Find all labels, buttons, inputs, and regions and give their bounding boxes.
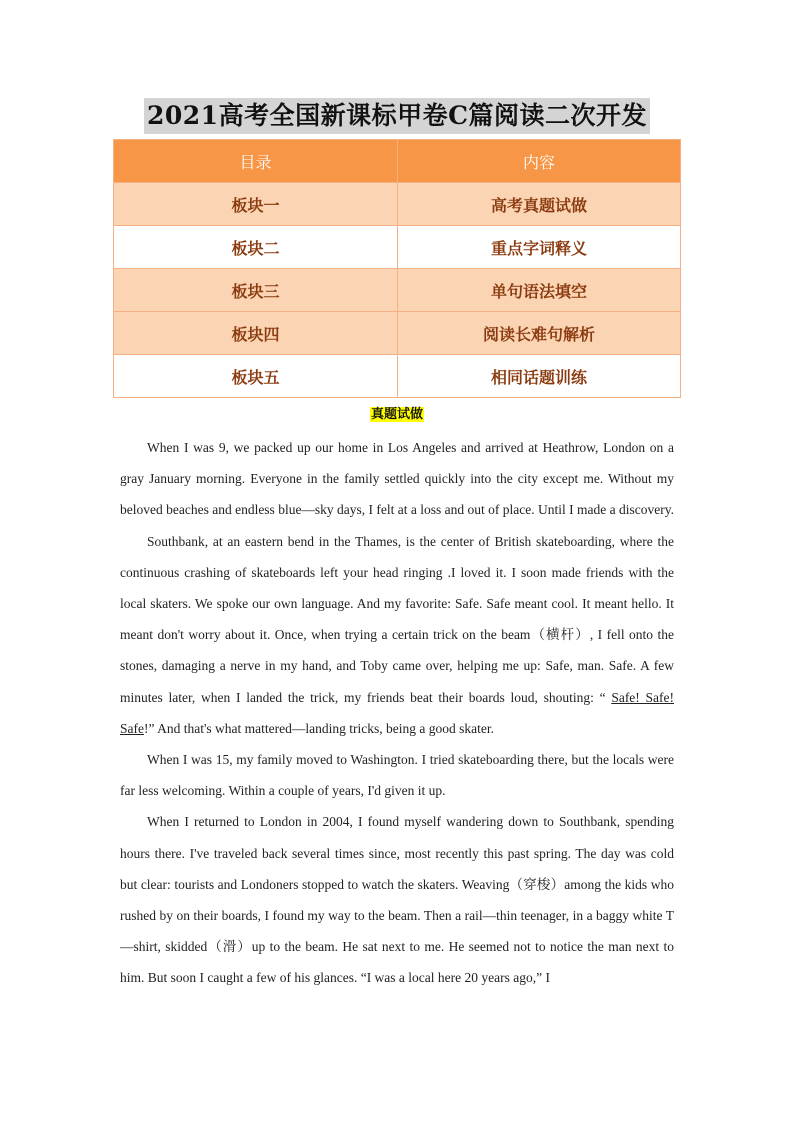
passage-paragraph-4: When I returned to London in 2004, I found myself wandering down to Southbank, spending hours there. I've traveled back several times since, most recently this past spring. The day was cold but clear: tourists and Londoners stopped to watch the skaters. Weaving（穿梭）among the kids who rushed by on their boards, I found my way to the beam. Then a rail—thin teenager, in a baggy white T—shirt, skidded（滑）up to the beam. He sat next to me. He seemed not to notice the man next to him. But soon I caught a few of his glances. “I was a local here 20 years ago,” I bbox=[120, 814, 674, 986]
passage-paragraph-2 bbox=[120, 526, 674, 744]
reading-passage bbox=[120, 432, 674, 994]
section-heading bbox=[0, 403, 794, 422]
toc-content-cell: 阅读长难句解析 bbox=[398, 312, 681, 355]
table-row bbox=[114, 312, 681, 355]
toc-content-cell: 单句语法填空 bbox=[398, 269, 681, 312]
toc-header-row bbox=[114, 140, 681, 183]
toc-content-cell: 高考真题试做 bbox=[398, 183, 681, 226]
underlined-safe-phrase: Safe! Safe! Safe bbox=[120, 689, 675, 736]
passage-paragraph-1: When I was 9, we packed up our home in Los Angeles and arrived at Heathrow, London on a gray January morning. Everyone in the family settled quickly into the city except me. Without my beloved beaches and endless blue—sky days, I felt at a loss and out of place. Until I made a discovery. bbox=[120, 440, 674, 518]
document-title-text: 2021高考全国新课标甲卷C篇阅读二次开发 bbox=[144, 98, 650, 134]
paragraph-2-text-a: Southbank, at an eastern bend in the Thames, is the center of British skateboarding, where the continuous crashing of skateboards left your head ringing .I loved it. I soon made friends with the local skaters. We spoke our own language. And my favorite: Safe. Safe meant cool. It meant hello. It meant don't worry about it. Once, when trying a certain trick on the beam（横杆）, I fell onto the stones, damaging a nerve in my hand, and Toby came over, helping me up: Safe, man. Safe. A few minutes later, when I landed the trick, my friends beat their boards loud, shouting: “ bbox=[120, 533, 674, 705]
document-title bbox=[0, 98, 794, 134]
toc-block-cell: 板块三 bbox=[114, 269, 398, 312]
toc-block-cell: 板块四 bbox=[114, 312, 398, 355]
toc-header-col2: 内容 bbox=[398, 140, 681, 183]
paragraph-2-text-b: !” And that's what mattered—landing tricks, being a good skater. bbox=[144, 720, 494, 736]
table-row bbox=[114, 183, 681, 226]
passage-paragraph-3: When I was 15, my family moved to Washington. I tried skateboarding there, but the locals were far less welcoming. Within a couple of years, I'd given it up. bbox=[120, 752, 674, 799]
table-row bbox=[114, 269, 681, 312]
section-heading-text: 真题试做 bbox=[370, 407, 423, 422]
toc-block-cell: 板块二 bbox=[114, 226, 398, 269]
table-row bbox=[114, 355, 681, 398]
toc-content-cell: 相同话题训练 bbox=[398, 355, 681, 398]
toc-block-cell: 板块五 bbox=[114, 355, 398, 398]
table-row bbox=[114, 226, 681, 269]
toc-block-cell: 板块一 bbox=[114, 183, 398, 226]
toc-content-cell: 重点字词释义 bbox=[398, 226, 681, 269]
toc-header-col1: 目录 bbox=[114, 140, 398, 183]
table-of-contents bbox=[113, 139, 681, 398]
